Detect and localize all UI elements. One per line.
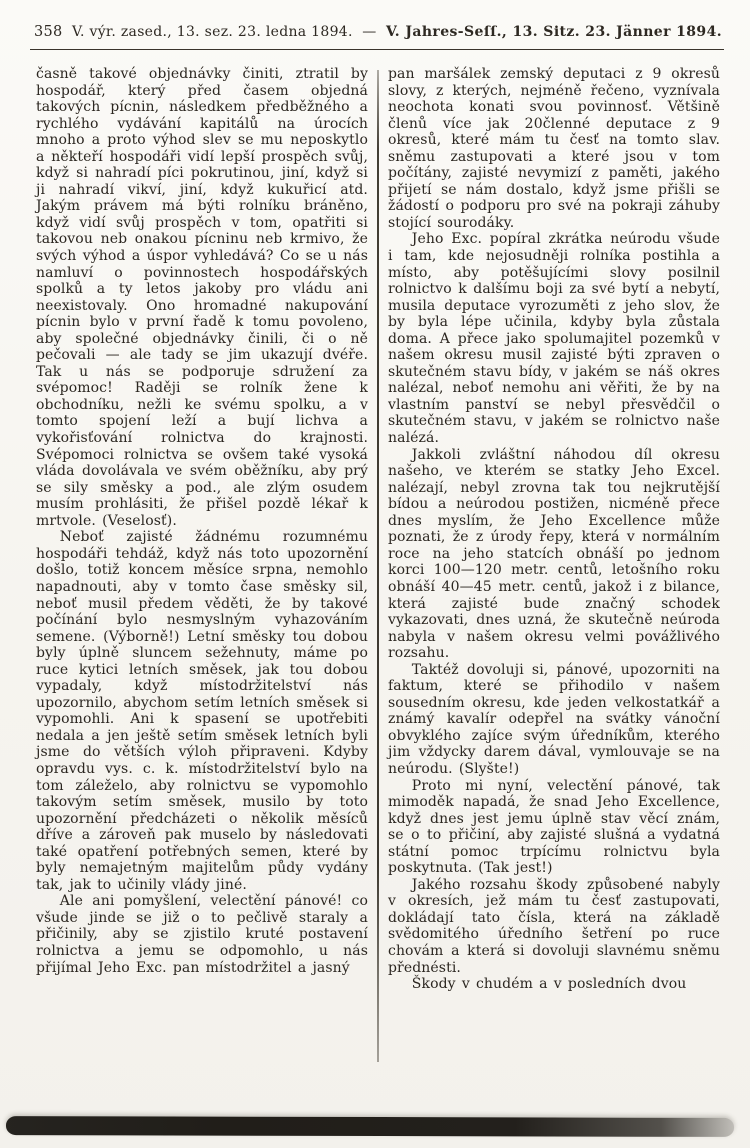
paragraph: Taktéž dovoluji si, pánové, upozorniti na faktum, které se přihodilo v našem sousedním okresu, kde jeden velkostatkář a známý kavalír odepřel na svátky vánoční obvyklého zajíce svým úředníkům, kterého jim vždycky darem dával, vymlouvaje se na neúrodu. (Slyšte!) <box>388 661 720 777</box>
column-divider-rule <box>377 70 379 1062</box>
paragraph: Jakého rozsahu škody způsobené nabyly v okresích, jež mám tu česť zastupovati, dokládají tato čísla, která na základě svědomitého úředního šetření po ruce chovám a která si dovoluji slavnému sněmu přednésti. <box>388 876 720 976</box>
text-columns <box>36 66 720 1092</box>
running-header <box>34 24 722 40</box>
header-rule <box>30 49 724 50</box>
paragraph: časně takové objednávky činiti, ztratil by hospodář, který před časem objedná takových pícnin, následkem předběžného a rychlého vydávání kapitálů na úrocích mnoho a proto výhod slev se mu neposkytlo a někteří hospodáři vidí lepší prospěch svůj, když si nahradí píci pokrutinou, jiní, když si ji nahradí vikví, jiní, když kukuřicí atd. Jakým právem má býti rolníku bráněno, když vidí svůj prospěch v tom, opatřiti si takovou neb onakou pícninu neb krmivo, že svých výhod a úspor vyhledává? Co se u nás namluví o povinnostech hospodářských spolků a ty letos jakoby pro vládu ani neexistovaly. Ono hromadné nakupování pícnin bylo v první řadě k tomu povoleno, aby společné objednávky činili, či o ně pečovali — ale tady se jim ukazují dvéře. Tak u nás se podporuje sdružení za svépomoc! Raději se rolník žene k obchodníku, nežli ke svému spolku, a v tomto spojení leží a bují lichva a vykořisťování rolnictva do krajnosti. Svépomoci rolnictva se ovšem také vysoká vláda dovolávala ve svém oběžníku, aby prý se sily směsky a pod., ale zlým osudem musím prohlásiti, že přišel pozdě lékař k mrtvole. (Veselosť). <box>36 66 368 529</box>
header-session-czech: V. výr. zased., 13. sez. 23. ledna 1894. <box>72 24 353 40</box>
paragraph: Škody v chudém a v posledních dvou <box>411 976 687 993</box>
header-separator: — <box>362 24 377 40</box>
paragraph: Proto mi nyní, velectění pánové, tak mimoděk napadá, že snad Jeho Excellence, když dnes jest jemu úplně stav věcí znám, se o to přičiní, aby zajisté slušná a vydatná státní pomoc trpícímu rolnictvu byla poskytnuta. (Tak jest!) <box>388 777 720 877</box>
paragraph: Jakkoli zvláštní náhodou díl okresu našeho, ve kterém se statky Jeho Excel. nalézají, nebyl zrovna tak tou nejkrutější bídou a neúrodou postižen, nicméně přece dnes myslím, že Jeho Excellence může poznati, že z úrody řepy, která v normálním roce na jeho statcích obnáší po jednom korci 100—120 metr. centů, letošního roku obnáší 40—45 metr. centů, jakož i z bilance, která zajisté bude značný schodek vykazovati, dnes uzná, že skutečně neúroda nabyla v našem okresu velmi povážlivého rozsahu. <box>388 446 720 662</box>
paragraph: Ale ani pomyšlení, velectění pánové! co všude jinde se již o to pečlivě staraly a přičinily, aby se zjistilo kruté postavení rolnictva a jemu se odpomohlo, u nás přijímal Jeho Exc. pan místodržitel a jasný <box>36 893 368 976</box>
left-column <box>36 66 368 1092</box>
paragraph: Neboť zajisté žádnému rozumnému hospodáři tehdáž, když nás toto upozornění došlo, totiž koncem měsíce srpna, nemohlo napadnouti, aby v tomto čase směsky sil, neboť musil předem věděti, že by takové počínání bylo nesmyslným vyhazováním semene. (Výborně!) Letní směsky tou dobou byly úplně sluncem sežehnuty, máme po ruce kytici letních směsek, jak tou dobou vypadaly, když místodržitelství nás upozornilo, abychom setím letních směsek si vypomohli. Ani k spasení se upotřebiti nedala a jen ještě setím směsek letních byli jsme do větších výloh připraveni. Kdyby opravdu vys. c. k. místodržitelství bylo na tom záleželo, aby rolnictvu se vypomohlo takovým setím směsek, musilo by toto upozornění předcházeti o několik měsíců dříve a zároveň pak muselo by následovati také opatření potřebných semen, které by byly nemajetným majitelům půdy vydány tak, jak to učinily vlády jiné. <box>36 529 368 893</box>
right-column <box>388 66 720 1092</box>
page-number: 358 <box>34 24 63 40</box>
scan-edge-artifact <box>6 1116 734 1137</box>
header-session-german: V. Jahres-Seſſ., 13. Sitz. 23. Jänner 1894. <box>385 24 722 40</box>
paragraph: pan maršálek zemský deputaci z 9 okresů slovy, z kterých, nejméně řečeno, vyznívala neochota konati svou povinnosť. Většině členů více jak 20členné deputace z 9 okresů, které mám tu česť na tomto slav. sněmu zastupovati a které jsou v tom počítány, zajisté nevymizí z paměti, jakého přijetí se nám dostalo, když jsme přišli se žádostí o podporu pro své na pokraji záhuby stojící sourodáky. <box>388 66 720 231</box>
paragraph: Jeho Exc. popíral zkrátka neúrodu všude i tam, kde nejosudněji rolníka postihla a místo, aby potěšujícími slovy posilnil rolnictvo k dalšímu boji za své bytí a nebytí, musila deputace vyrozuměti z jeho slov, že by byla lépe učinila, kdyby byla zůstala doma. A přece jako spolumajitel pozemků v našem okresu musil zajisté býti zpraven o skutečném stavu bídy, v jakém se náš okres nalézal, neboť nemohu ani věřiti, že by na vlastním panství se nebyl přesvědčil o skutečném stavu, v jakém se rolnictvo naše nalézá. <box>388 231 720 447</box>
